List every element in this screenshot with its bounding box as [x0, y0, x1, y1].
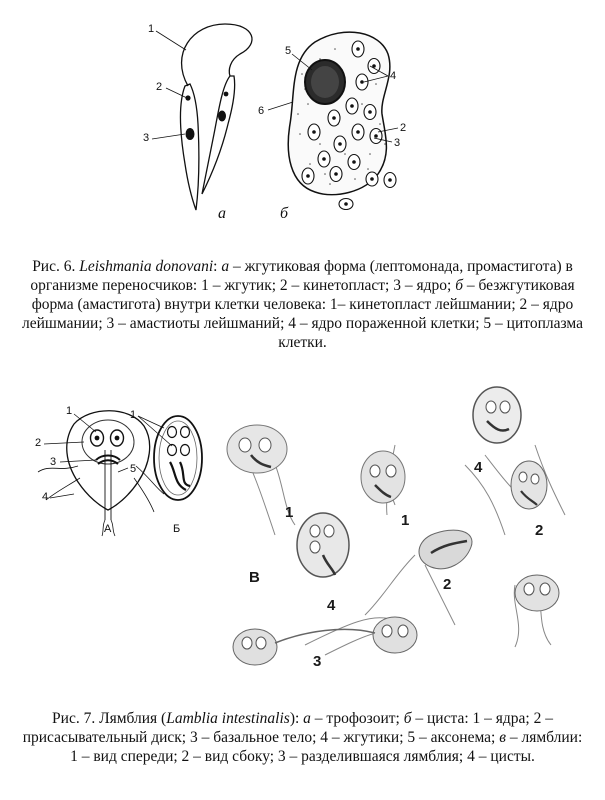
- nucleus: [186, 128, 195, 140]
- photo-label-3: 3: [313, 653, 322, 670]
- photo-label-4b: 4: [327, 597, 336, 614]
- caption-prefix: Рис. 7. Лямблия (: [52, 710, 167, 727]
- label-3b: 3: [394, 137, 401, 149]
- divided-lamblia: [233, 617, 417, 665]
- flagellum: [182, 24, 252, 86]
- caption-prefix: Рис. 6.: [32, 258, 80, 275]
- label-3: 3: [50, 456, 57, 468]
- figure-7-drawing: [30, 402, 215, 542]
- lamblia-side-view-1: [511, 461, 547, 509]
- lamblia-trophozoite-cyst-illustration: [30, 402, 215, 542]
- caption-b: б: [455, 277, 463, 294]
- promastigote-cell: [180, 84, 198, 210]
- caption-text-1: – трофозоит;: [310, 710, 404, 727]
- species-name: Leishmania donovani: [79, 258, 214, 275]
- photo-label-4a: 4: [474, 459, 483, 476]
- label-6: 6: [258, 105, 265, 117]
- caption-text-2: – безжгутиковая форма (амастигота) внутри клетки человека: 1– кинетопласт лейшмании; 2 – ядро лейшмании; 3 – амастиоты лейшманий; 4 – ядро пораженной клетки; 5 – цитоплазма клетки.: [22, 277, 583, 351]
- lamblia-front-view-2: [361, 451, 405, 503]
- lamblia-cyst-1: [473, 387, 521, 443]
- panel-label-A: А: [104, 523, 112, 535]
- label-2: 2: [35, 437, 42, 449]
- nucleus-2: [218, 111, 226, 122]
- lamblia-side-view-2: [419, 530, 472, 569]
- leishmania-illustration: [130, 14, 430, 234]
- lamblia-front-view-1: [227, 425, 287, 473]
- caption-a: а: [221, 258, 230, 275]
- figure-7-caption: [22, 709, 583, 766]
- cyst-axonemes: [170, 462, 190, 490]
- panel-label-a: а: [218, 205, 226, 222]
- lamblia-micrograph: [215, 385, 585, 685]
- label-1-cyst: 1: [130, 409, 137, 421]
- promastigote-cell-2: [202, 76, 235, 194]
- kinetoplast-2: [224, 92, 229, 97]
- label-4: 4: [42, 491, 49, 503]
- caption-v: в: [499, 729, 506, 746]
- caption-text-1: – жгутиковая форма (лептомонада, промастигота) в организме переносчиков: 1 – жгутик; 2 – кинетопласт; 3 – ядро;: [30, 258, 573, 294]
- panel-label-b: б: [280, 205, 289, 222]
- photo-panel-label-V: В: [249, 569, 260, 586]
- photo-label-1b: 1: [401, 512, 410, 529]
- flagella: [38, 463, 164, 536]
- panel-label-B: Б: [173, 523, 181, 535]
- figure-7-photo: [215, 385, 585, 685]
- median-bodies: [96, 456, 120, 465]
- label-2: 2: [156, 81, 163, 93]
- cyst-wall: [154, 416, 202, 500]
- caption-text-2: – циста: 1 – ядра; 2 – присасывательный диск; 3 – базальное тело; 4 – жгутики; 5 – аксонема;: [22, 710, 553, 746]
- label-1: 1: [66, 405, 73, 417]
- caption-text-3: – лямблии: 1 – вид спереди; 2 – вид сбоку; 3 – разделившаяся лямблия; 4 – цисты.: [70, 729, 583, 765]
- photo-label-2b: 2: [443, 576, 452, 593]
- lamblia-cyst-2: [297, 513, 349, 577]
- figure-6-caption: [22, 257, 583, 352]
- label-5: 5: [130, 463, 137, 475]
- label-1: 1: [148, 23, 155, 35]
- caption-b: б: [403, 710, 412, 727]
- label-2b: 2: [400, 122, 407, 134]
- photo-label-1a: 1: [285, 504, 294, 521]
- figure-6-drawing: [130, 14, 430, 234]
- label-4: 4: [390, 70, 397, 82]
- cyst-nuclei: [168, 427, 190, 456]
- label-5: 5: [285, 45, 292, 57]
- caption-sep: :: [213, 258, 222, 275]
- photo-label-2a: 2: [535, 522, 544, 539]
- species-name: Lamblia intestinalis: [166, 710, 290, 727]
- label-3: 3: [143, 132, 150, 144]
- caption-a: а: [303, 710, 311, 727]
- lamblia-side-view-3: [515, 575, 559, 611]
- caption-sep: ):: [289, 710, 304, 727]
